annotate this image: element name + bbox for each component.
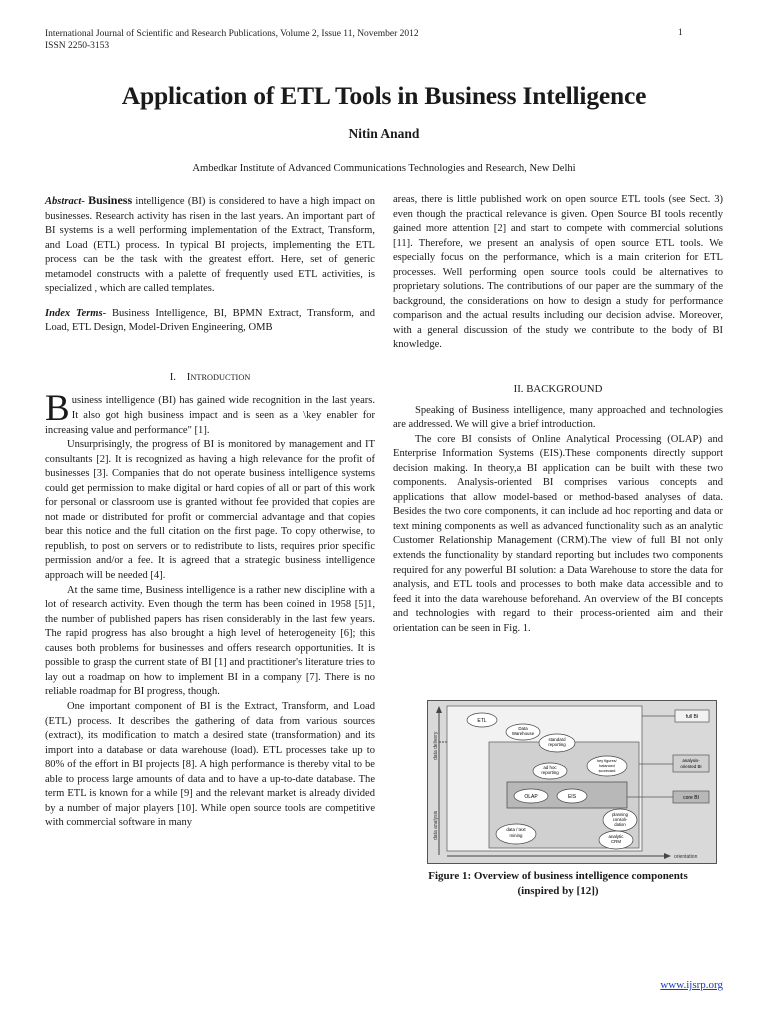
node-planning <box>603 809 637 831</box>
paper-title: Application of ETL Tools in Business Intelligence <box>121 81 647 110</box>
intro-p1-text: usiness intelligence (BI) has gained wide recognition in the last years. It also got high business impact and is seen as a \key enabler for increasing value and performance" [1]. <box>45 395 375 436</box>
caption-line-1: Figure 1: Overview of business intelligence components <box>428 870 688 882</box>
svg-text:OLAP: OLAP <box>524 794 538 800</box>
section-numeral: I. <box>169 370 176 383</box>
intro-paragraph-2: Unsurprisingly, the progress of BI is monitored by management and IT consultants [2]. It is recognized as having a high relevance for the profit of businesses [3]. Companies that do not operate business intelligence systems could get permission to make digital or hard copies of all or part of this work for personal or classroom use is granted without fee provided that copies are not made or distributed for profit or commercial advantage and that copies bear this notice and the full citation on the first page. To copy otherwise, to republish, to post on servers or to redistribute to lists, requires prior specific permission and/or a fee. It is agreed that a strategic business intelligence approach will be needed [4]. <box>45 439 375 582</box>
axis-label-data-delivery: data delivery <box>433 731 439 760</box>
section-heading-introduction <box>45 370 375 386</box>
svg-text:Warehouse: Warehouse <box>511 731 535 736</box>
issn: ISSN 2250-3153 <box>45 41 110 51</box>
index-terms-label: Index Terms <box>45 307 103 319</box>
index-terms-text: - Business Intelligence, BI, BPMN Extract, Transform, and Load, ETL Design, Model-Driven Engineering, OMB <box>45 307 375 334</box>
node-data-warehouse <box>506 724 540 740</box>
figure-1 <box>427 700 717 864</box>
svg-text:EIS: EIS <box>567 794 577 800</box>
background-paragraph-1: Speaking of Business intelligence, many approached and technologies are addressed. We will give a brief introduction. <box>393 404 723 431</box>
axis-label-data-analysis: data analysis <box>433 810 439 840</box>
svg-text:core BI: core BI <box>683 795 699 801</box>
abstract <box>45 193 375 297</box>
node-eis <box>557 789 587 803</box>
svg-text:consoli-: consoli- <box>612 817 628 822</box>
svg-text:data / text: data / text <box>506 827 526 832</box>
node-etl <box>467 713 497 727</box>
left-column <box>45 193 375 831</box>
node-ad-hoc-reporting <box>533 763 567 779</box>
bi-components-diagram <box>427 700 717 864</box>
abstract-text: intelligence (BI) is considered to have a high impact on businesses. Research activity has risen in the last years. An important part of BI systems is a well performing implementation of the Extract, Transform, and Load (ETL) process. In typical BI projects, implementing the ETL process can be the task with the greatest effort. Here, set of generic metamodel constructs with a palette of frequently used ETL activities, is specialized , which are called templates. <box>45 196 375 295</box>
svg-text:scorecard: scorecard <box>598 769 616 773</box>
abstract-lead-word: Business <box>88 193 133 207</box>
node-standard-reporting <box>539 734 575 752</box>
background-paragraph-2: The core BI consists of Online Analytical Processing (OLAP) and Enterprise Information Systems (EIS).These components directly support decision making. In theory,a BI application can be built with these two components. Analysis-oriented BI comprises various concepts and applications that allow model-based or method-based analyses of data. Besides the two core components, it can include ad hoc reporting and data or text mining components as well as advanced functionality such as an analytic Customer Relationship Management (CRM).The view of full BI not only extends the functionality by standard reporting but includes two components required for any powerful BI solution: a Data Warehouse to store the data for analysis, and ETL tools and processes to both make data accessible and to feed it into the data warehouse beforehand. An overview of the BI concepts and technologies with regard to their process-oriented aim and their orientation can be seen in Fig. 1. <box>393 433 723 634</box>
svg-text:ad hoc: ad hoc <box>543 765 557 770</box>
journal-name: International Journal of Scientific and Research Publications, Volume 2, Issue 11, November 2012 <box>45 29 419 39</box>
node-analytic-crm <box>599 831 633 849</box>
intro-paragraph-4: One important component of BI is the Extract, Transform, and Load (ETL) process. It describes the gathering of data from various sources (extract), its modification to match a desired state (transformation) and its import into a database or data warehouse (load). ETL processes take up to 80% of the effort in BI projects [8]. A high performance is thereby vital to be able to process large amounts of data and to have a up-to-date database. The term ETL is known for a while [9] and the relevant market is already divided by a number of major players [10]. While open source tools are competitive with commercial software in many <box>45 700 375 829</box>
svg-text:mining: mining <box>509 833 523 838</box>
heading-rest: NTRODUCTION <box>190 372 251 382</box>
svg-text:analysis-: analysis- <box>682 758 700 763</box>
journal-website-link[interactable]: www.ijsrp.org <box>660 979 723 991</box>
author-name: Nitin Anand <box>348 126 420 141</box>
axis-label-orientation: orientation <box>674 854 698 860</box>
heading-initial: I <box>186 370 191 383</box>
svg-text:planning: planning <box>612 812 628 817</box>
right-column <box>393 193 723 636</box>
abstract-label: Abstract- <box>45 196 85 207</box>
index-terms <box>45 307 375 336</box>
page-number: 1 <box>678 28 683 38</box>
svg-text:standard: standard <box>548 737 566 742</box>
section-heading-background: II. BACKGROUND <box>513 383 603 396</box>
figure-1-caption <box>400 869 716 899</box>
svg-text:oriented BI: oriented BI <box>680 764 702 769</box>
svg-text:ETL: ETL <box>477 718 487 724</box>
svg-text:CRM: CRM <box>611 839 621 844</box>
svg-text:reporting: reporting <box>548 742 566 747</box>
svg-text:reporting: reporting <box>541 770 559 775</box>
author-affiliation: Ambedkar Institute of Advanced Communications Technologies and Research, New Delhi <box>192 163 576 174</box>
svg-text:full BI: full BI <box>685 714 699 720</box>
svg-text:balanced: balanced <box>599 764 615 768</box>
drop-cap: B <box>45 388 70 430</box>
svg-text:Data: Data <box>518 726 528 731</box>
node-data-text-mining <box>496 824 536 844</box>
intro-paragraph-3: At the same time, Business intelligence is a rather new discipline with a lot of research activity. Even though the term has been coined in 1958 [5]1, the number of published papers has risen considerably in the last few years. The rapid progress has also brought a high level of heterogeneity [6]; this causes both problems for businesses and offers research opportunities. It is possible to grasp the current state of BI [1] and practitioner's literature tries to lay out a roadmap on how to implement BI in a company [7]. There is no reliable roadmap for BI progress, though. <box>45 584 375 698</box>
intro-paragraph-1 <box>45 388 375 438</box>
intro-continued: areas, there is little published work on open source ETL tools (see Sect. 3) even though the practical relevance is given. Open Source BI tools recently gained more attention [2] and start to compete with commercial solutions [11]. Therefore, we present an analysis of open source ETL tools. We especially focus on the performance, which is a main criterion for ETL processes. Well performing open source tools could be alternatives to proprietary solutions. The contributions of our paper are the summary of the background, the considerations on how to design a study for performance comparison and the actual results including our decision advise. Moreover, with a general discussion of the study we contribute to the body of BI knowledge. <box>393 194 723 351</box>
node-key-figures <box>587 756 627 776</box>
svg-text:dation: dation <box>614 822 626 827</box>
svg-text:analytic: analytic <box>608 834 624 839</box>
journal-header <box>45 28 419 52</box>
node-olap <box>514 789 548 803</box>
caption-line-2: (inspired by [12]) <box>517 885 599 897</box>
svg-text:key figures/: key figures/ <box>597 759 617 763</box>
